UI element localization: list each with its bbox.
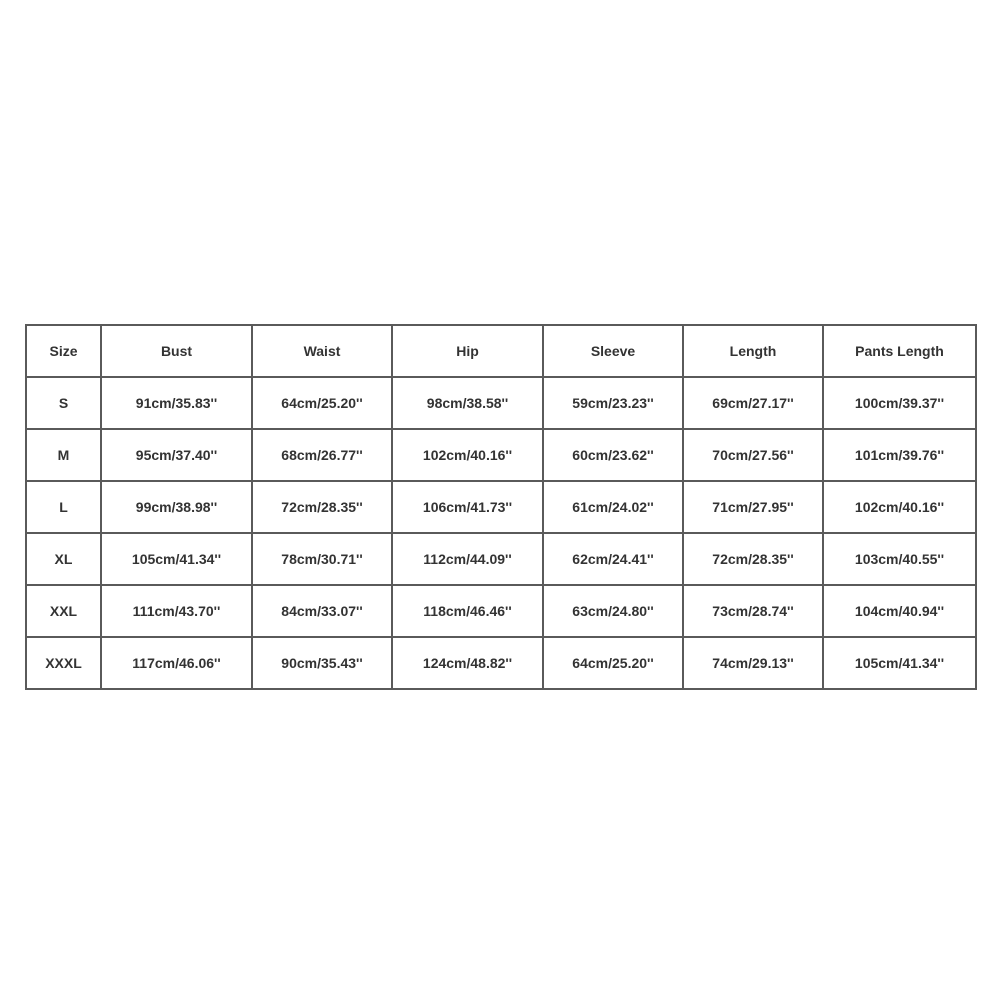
pants-length-cell: 104cm/40.94'' xyxy=(823,585,976,637)
header-row xyxy=(26,325,976,377)
waist-cell: 84cm/33.07'' xyxy=(252,585,392,637)
table-row xyxy=(26,481,976,533)
bust-cell: 117cm/46.06'' xyxy=(101,637,252,689)
bust-cell: 91cm/35.83'' xyxy=(101,377,252,429)
header-waist: Waist xyxy=(252,325,392,377)
waist-cell: 64cm/25.20'' xyxy=(252,377,392,429)
bust-cell: 111cm/43.70'' xyxy=(101,585,252,637)
hip-cell: 98cm/38.58'' xyxy=(392,377,543,429)
bust-cell: 99cm/38.98'' xyxy=(101,481,252,533)
header-hip: Hip xyxy=(392,325,543,377)
table-row xyxy=(26,637,976,689)
length-cell: 74cm/29.13'' xyxy=(683,637,823,689)
length-cell: 69cm/27.17'' xyxy=(683,377,823,429)
pants-length-cell: 102cm/40.16'' xyxy=(823,481,976,533)
header-bust: Bust xyxy=(101,325,252,377)
sleeve-cell: 62cm/24.41'' xyxy=(543,533,683,585)
waist-cell: 90cm/35.43'' xyxy=(252,637,392,689)
hip-cell: 106cm/41.73'' xyxy=(392,481,543,533)
sleeve-cell: 60cm/23.62'' xyxy=(543,429,683,481)
size-chart-table xyxy=(25,324,977,690)
sleeve-cell: 64cm/25.20'' xyxy=(543,637,683,689)
header-length: Length xyxy=(683,325,823,377)
pants-length-cell: 100cm/39.37'' xyxy=(823,377,976,429)
table-row xyxy=(26,533,976,585)
waist-cell: 72cm/28.35'' xyxy=(252,481,392,533)
hip-cell: 118cm/46.46'' xyxy=(392,585,543,637)
length-cell: 73cm/28.74'' xyxy=(683,585,823,637)
size-cell: S xyxy=(26,377,101,429)
length-cell: 72cm/28.35'' xyxy=(683,533,823,585)
header-sleeve: Sleeve xyxy=(543,325,683,377)
pants-length-cell: 103cm/40.55'' xyxy=(823,533,976,585)
hip-cell: 102cm/40.16'' xyxy=(392,429,543,481)
table-row xyxy=(26,377,976,429)
hip-cell: 112cm/44.09'' xyxy=(392,533,543,585)
size-cell: M xyxy=(26,429,101,481)
sleeve-cell: 59cm/23.23'' xyxy=(543,377,683,429)
size-cell: XL xyxy=(26,533,101,585)
pants-length-cell: 101cm/39.76'' xyxy=(823,429,976,481)
header-pants-length: Pants Length xyxy=(823,325,976,377)
sleeve-cell: 61cm/24.02'' xyxy=(543,481,683,533)
size-cell: XXL xyxy=(26,585,101,637)
size-cell: XXXL xyxy=(26,637,101,689)
waist-cell: 68cm/26.77'' xyxy=(252,429,392,481)
table-row xyxy=(26,429,976,481)
waist-cell: 78cm/30.71'' xyxy=(252,533,392,585)
length-cell: 70cm/27.56'' xyxy=(683,429,823,481)
header-size: Size xyxy=(26,325,101,377)
sleeve-cell: 63cm/24.80'' xyxy=(543,585,683,637)
hip-cell: 124cm/48.82'' xyxy=(392,637,543,689)
size-cell: L xyxy=(26,481,101,533)
table-row xyxy=(26,585,976,637)
bust-cell: 105cm/41.34'' xyxy=(101,533,252,585)
pants-length-cell: 105cm/41.34'' xyxy=(823,637,976,689)
length-cell: 71cm/27.95'' xyxy=(683,481,823,533)
bust-cell: 95cm/37.40'' xyxy=(101,429,252,481)
